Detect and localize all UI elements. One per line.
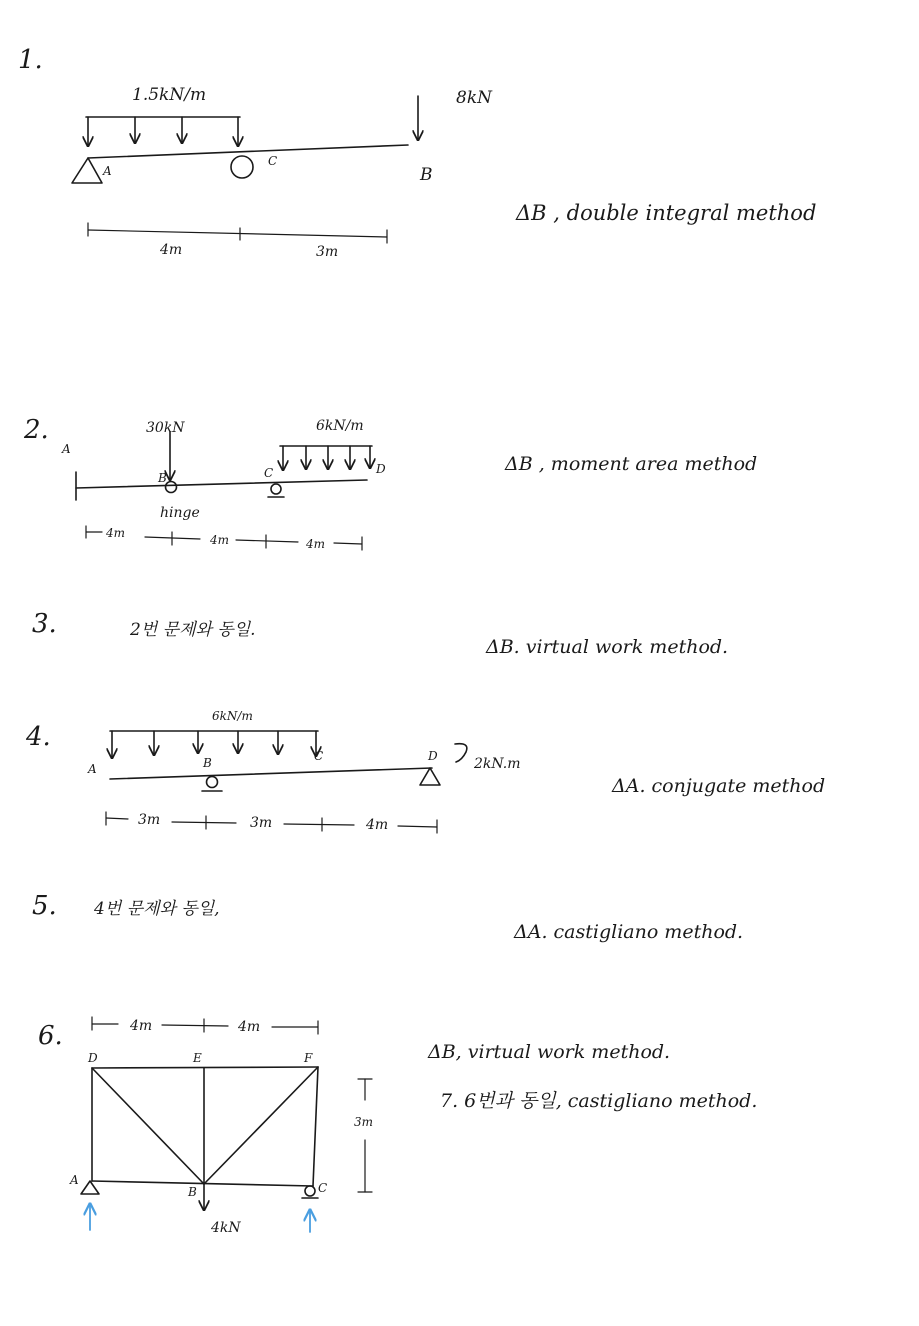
problem-3 — [32, 609, 728, 658]
problem-6-number: 6. — [38, 1021, 63, 1051]
problem-4-beam — [110, 768, 432, 779]
problem-1-roller-support — [231, 156, 253, 178]
problem-4-label-b: B — [203, 756, 212, 770]
problem-4-pin-support — [420, 768, 440, 785]
problem-2-label-a: A — [62, 442, 71, 456]
problem-4-moment-label: 2kN.m — [474, 756, 521, 772]
problem-2-label-b: B — [158, 471, 167, 485]
problem-1-distributed-load — [86, 117, 240, 146]
problem-4 — [25, 709, 825, 833]
problem-6-roller-support — [302, 1186, 318, 1198]
problem-1 — [18, 45, 816, 260]
problem-2-dim-3: 4m — [306, 537, 326, 551]
problem-1-udl-label: 1.5kN/m — [132, 85, 207, 105]
problem-1-dimension-line — [88, 223, 387, 243]
problem-6-label-a: A — [70, 1173, 79, 1187]
problem-6-label-f: F — [304, 1051, 313, 1065]
problem-1-label-c: C — [268, 154, 278, 168]
problem-3-note: 2번 문제와 동일. — [130, 620, 256, 640]
problem-1-number: 1. — [18, 45, 43, 75]
problem-6 — [38, 1017, 757, 1236]
problem-4-distributed-load — [110, 731, 318, 758]
problem-4-roller-support — [202, 777, 222, 792]
problem-1-dim-3m: 3m — [316, 244, 339, 260]
problem-1-point-load-label: 8kN — [456, 88, 492, 108]
problem-2-dim-1: 4m — [106, 526, 126, 540]
problem-2-point-load-label: 30kN — [146, 420, 185, 436]
problem-6-label-c: C — [318, 1181, 328, 1195]
problem-6-truss — [92, 1067, 318, 1186]
problem-1-task: ΔB , double integral method — [516, 201, 817, 225]
problem-1-beam — [88, 145, 408, 158]
problem-5-note: 4번 문제와 동일, — [94, 899, 220, 919]
problem-6-label-d: D — [88, 1051, 98, 1065]
problem-6-label-e: E — [193, 1051, 202, 1065]
problem-6-label-b: B — [188, 1185, 197, 1199]
problem-6-task: ΔB, virtual work method. — [428, 1041, 671, 1063]
problem-4-dim-2: 3m — [250, 815, 273, 831]
problem-2-udl-label: 6kN/m — [316, 418, 364, 434]
problem-2-distributed-load — [280, 446, 372, 470]
problem-4-dim-1: 3m — [138, 812, 161, 828]
problem-5 — [32, 891, 743, 943]
problem-6-side-dimension-line — [358, 1079, 372, 1192]
problem-4-label-d: D — [428, 749, 438, 763]
problem-6-dim-top-1: 4m — [130, 1018, 153, 1034]
problem-2-beam — [76, 480, 367, 488]
problem-4-label-c: C — [314, 749, 324, 763]
problem-6-load-label: 4kN — [211, 1220, 241, 1236]
problem-1-label-b: B — [420, 165, 433, 185]
problem-2-dim-2: 4m — [210, 533, 230, 547]
problem-4-dim-3: 4m — [366, 817, 389, 833]
problem-7-task: 7. 6번과 동일, castigliano method. — [440, 1090, 758, 1112]
problem-5-task: ΔA. castigliano method. — [514, 921, 744, 943]
problem-2-hinge — [166, 482, 177, 493]
problem-6-dim-side: 3m — [354, 1115, 374, 1129]
problem-2-roller-support — [268, 484, 284, 497]
problem-2-label-c: C — [264, 466, 274, 480]
problem-4-udl-label: 6kN/m — [212, 709, 253, 723]
problem-6-dim-top-2: 4m — [238, 1019, 261, 1035]
problem-2-hinge-label: hinge — [160, 505, 200, 521]
problem-1-dim-4m: 4m — [160, 242, 183, 258]
problem-3-task: ΔB. virtual work method. — [486, 636, 729, 658]
problem-2 — [23, 415, 757, 551]
problem-4-label-a: A — [88, 762, 97, 776]
problem-4-task: ΔA. conjugate method — [612, 775, 826, 797]
problem-6-pin-support — [81, 1181, 99, 1194]
problem-6-top-dimension-line — [92, 1017, 318, 1034]
problem-2-task: ΔB , moment area method — [505, 453, 758, 475]
problem-2-number: 2. — [24, 415, 49, 445]
problem-2-label-d: D — [376, 462, 386, 476]
problem-5-number: 5. — [32, 891, 57, 921]
problem-4-moment-arrow — [455, 744, 467, 762]
problem-4-number: 4. — [26, 722, 51, 752]
problem-1-label-a: A — [103, 164, 112, 178]
problem-3-number: 3. — [32, 609, 57, 639]
problem-1-pin-support — [72, 158, 102, 183]
